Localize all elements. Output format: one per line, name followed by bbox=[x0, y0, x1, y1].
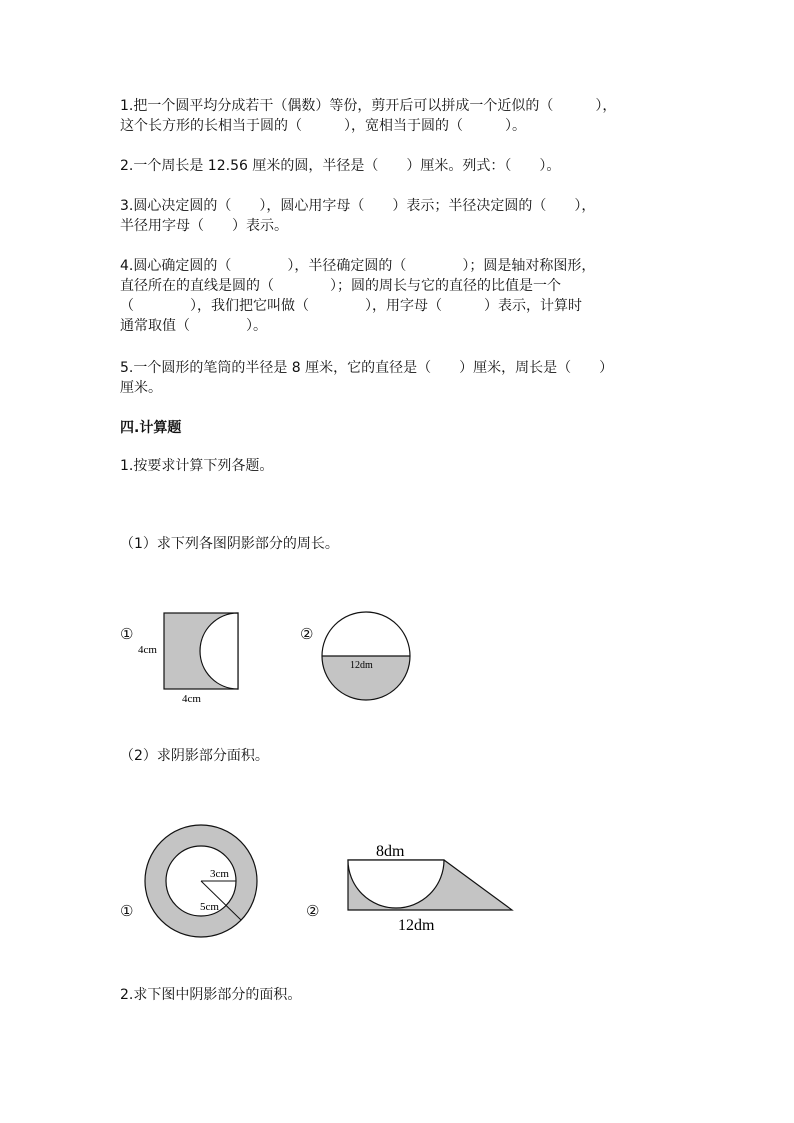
q3-line-1: 3.圆心决定圆的（ ），圆心用字母（ ）表示；半径决定圆的（ ）， bbox=[120, 198, 596, 214]
q3-line-2: 半径用字母（ ）表示。 bbox=[120, 218, 288, 234]
perimeter-fig2-marker: ② bbox=[300, 625, 314, 643]
bottom-label: 12dm bbox=[398, 917, 435, 934]
diameter-label: 12dm bbox=[350, 660, 373, 671]
q5-line-1: 5.一个圆形的笔筒的半径是 8 厘米，它的直径是（ ）厘米，周长是（ ） bbox=[120, 360, 614, 376]
q1-line-2: 这个长方形的长相当于圆的（ ），宽相当于圆的（ ）。 bbox=[120, 118, 526, 134]
bottom-label: 4cm bbox=[182, 693, 201, 705]
inner-radius-label: 3cm bbox=[210, 868, 229, 880]
section-title: 四.计算题 bbox=[120, 420, 182, 436]
outer-radius-label: 5cm bbox=[200, 901, 219, 913]
q4-line-4: 通常取值（ ）。 bbox=[120, 318, 267, 334]
area-fig1-marker: ① bbox=[120, 902, 134, 920]
side-label: 4cm bbox=[138, 644, 157, 656]
perimeter-fig2 bbox=[318, 610, 414, 706]
sub1-title: （1）求下列各图阴影部分的周长。 bbox=[120, 536, 339, 552]
q4-line-2: 直径所在的直线是圆的（ ）；圆的周长与它的直径的比值是一个 bbox=[120, 278, 561, 294]
q5-line-2: 厘米。 bbox=[120, 380, 162, 396]
perimeter-fig1 bbox=[130, 605, 250, 707]
q1-line-1: 1.把一个圆平均分成若干（偶数）等份，剪开后可以拼成一个近似的（ ）， bbox=[120, 98, 617, 114]
q4-line-1: 4.圆心确定圆的（ ），半径确定圆的（ ）；圆是轴对称图形， bbox=[120, 258, 596, 274]
top-label: 8dm bbox=[376, 843, 405, 860]
area-fig1 bbox=[140, 822, 262, 940]
calc-q1-title: 1.按要求计算下列各题。 bbox=[120, 458, 274, 474]
perimeter-fig1-marker: ① bbox=[120, 625, 134, 643]
area-fig2-marker: ② bbox=[306, 902, 320, 920]
q4-line-3: （ ），我们把它叫做（ ），用字母（ ）表示，计算时 bbox=[120, 298, 582, 314]
q2-line-1: 2.一个周长是 12.56 厘米的圆，半径是（ ）厘米。列式：（ ）。 bbox=[120, 158, 561, 174]
calc-q2-title: 2.求下图中阴影部分的面积。 bbox=[120, 987, 302, 1003]
area-fig2 bbox=[330, 836, 520, 940]
sub2-title: （2）求阴影部分面积。 bbox=[120, 748, 269, 764]
